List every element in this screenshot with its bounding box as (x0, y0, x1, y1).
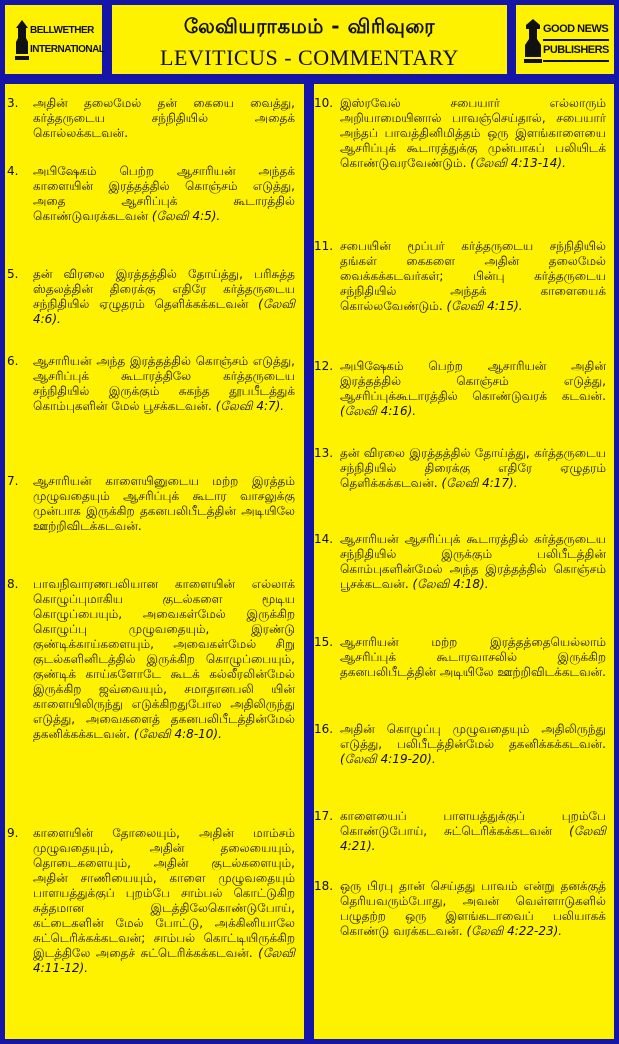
verse-number: 5. (7, 267, 19, 281)
verse-number: 10. (314, 96, 334, 110)
verse-text: தன் விரலை இரத்தத்தில் தோய்த்து, பரிசுத்த ஸ்தலத்தின் திரைக்கு எதிரே கர்த்தருடைய சந்நிதியில் ஏழுதரம் தெளிக்கக்கடவன் (33, 267, 295, 311)
verse-entry (314, 239, 606, 314)
verse-text: ஆசாரியன் மற்ற இரத்தத்தையெல்லாம் ஆசரிப்புக் கூடாரவாசலில் இருக்கிற தகனபலிபீடத்தின் அடியிலே ஊற்றிவிடக்கடவன். (340, 635, 606, 679)
verse-entry (7, 354, 295, 414)
verse-number: 16. (314, 722, 334, 736)
verse-text: இஸ்ரவேல் சபையார் எல்லாரும் அறியாமையினால் பாவஞ்செய்தால், சபையார் அந்தப் பாவத்தினிமித்தம் ஒரு இளங்காளையை ஆசரிப்புக் கூடாரத்துக்கு முன்பாகப் பலியிடக் கொண்டுவரவேண்டும். (340, 96, 606, 170)
verse-number: 13. (314, 446, 334, 460)
verse-text: அதின் கொழுப்பு முழுவதையும் அதிலிருந்து எடுத்து, பலிபீடத்தின்மேல் தகனிக்கக்கடவன். (340, 722, 606, 751)
good-news-logo-text (543, 20, 609, 62)
verse-reference: (லேவி 4:5). (151, 209, 221, 223)
verse-reference: (லேவி 4:13-14). (470, 156, 566, 170)
verse-entry (7, 96, 295, 141)
verse-text: ஆசாரியன் காளையினுடைய மற்ற இரத்தம் முழுவதையும் ஆசரிப்புக் கூடார வாசலுக்கு முன்பாக இருக்கிற தகனபலிபீடத்தின் அடியிலே ஊற்றிவிடக்கடவன். (33, 474, 295, 533)
verse-text: சபையின் மூப்பர் கர்த்தருடைய சந்நிதியில் தங்கள் கைகளை அதின் தலைமேல் வைக்கக்கடவர்கள்; பின்பு கர்த்தருடைய சந்நிதியில் அந்தக் காளையைக் கொல்லவேண்டும். (340, 239, 606, 313)
verse-entry (7, 474, 295, 534)
verse-text: தன் விரலை இரத்தத்தில் தோய்த்து, கர்த்தருடைய சந்நிதியில் திரைக்கு எதிரே ஏழுதரம் தெளிக்கக்கடவன். (340, 446, 606, 490)
verse-reference: (லேவி 4:22-23). (466, 924, 563, 938)
title-english: LEVITICUS - COMMENTARY (160, 45, 459, 70)
verse-number: 12. (314, 359, 334, 373)
verse-reference: (லேவி 4:18). (412, 577, 489, 591)
good-news-icon (524, 19, 542, 63)
verse-number: 8. (7, 577, 19, 591)
title-box (110, 3, 509, 76)
verse-entry (314, 635, 606, 680)
verse-number: 18. (314, 879, 334, 893)
verse-reference: (லேவி 4:19-20). (340, 752, 436, 766)
right-column (312, 82, 616, 1041)
verse-text: ஆசாரியன் அந்த இரத்தத்தில் கொஞ்சம் எடுத்து, ஆசரிப்புக் கூடாரத்திலே கர்த்தருடைய சந்நிதியில் இருக்கும் சுகந்த தூபபீடத்துக் கொம்புகளின் மேல் பூசக்கடவன். (33, 354, 295, 413)
good-news-logo-line2: PUBLISHERS (543, 41, 609, 62)
verse-number: 4. (7, 164, 19, 178)
verse-entry (314, 96, 606, 171)
verse-reference: (லேவி 4:6). (33, 297, 295, 326)
bellwether-logo-box (3, 3, 104, 76)
verse-entry (7, 826, 295, 976)
verse-text: ஆசாரியன் ஆசரிப்புக் கூடாரத்தில் கர்த்தருடைய சந்நிதியில் இருக்கும் பலிபீடத்தின் கொம்புகளின்மேல் அந்த இரத்தத்தில் கொஞ்சம் பூசக்கடவன். (340, 532, 606, 591)
verse-number: 15. (314, 635, 334, 649)
verse-reference: (லேவி 4:17). (441, 476, 518, 490)
verse-entry (314, 532, 606, 592)
bellwether-logo-line2: INTERNATIONAL (30, 44, 105, 55)
good-news-logo-line1: GOOD NEWS (543, 20, 609, 41)
good-news-logo-box (514, 3, 616, 76)
verse-entry (314, 359, 606, 419)
verse-text: அதின் தலைமேல் தன் கையை வைத்து, கர்த்தருடைய சந்நிதியில் அதைக் கொல்லக்கடவன். (33, 96, 295, 140)
verse-reference: (லேவி 4:21). (340, 824, 606, 853)
title-tamil: லேவியராகமம் - விரிவுரை (183, 14, 436, 38)
bellwether-icon (15, 20, 29, 62)
verse-reference: (லேவி 4:15). (446, 299, 523, 313)
left-column (3, 82, 306, 1041)
verse-number: 6. (7, 354, 19, 368)
verse-number: 17. (314, 809, 334, 823)
verse-entry (7, 164, 295, 224)
verse-entry (7, 267, 295, 327)
verse-text: ஒரு பிரபு தான் செய்தது பாவம் என்று தனக்குத் தெரியவரும்போது, அவன் வெள்ளாடுகளில் பழுதற்ற ஒரு இளங்கடாவைப் பலியாகக் கொண்டு வரக்கடவன். (340, 879, 606, 938)
verse-number: 14. (314, 532, 334, 546)
verse-reference: (லேவி 4:11-12). (33, 946, 295, 975)
bellwether-logo-line1: BELLWETHER (30, 25, 94, 36)
verse-reference: (லேவி 4:7). (215, 399, 285, 413)
verse-entry (314, 722, 606, 767)
verse-text: அபிஷேகம் பெற்ற ஆசாரியன் அந்தக் காளையின் இரத்தத்தில் கொஞ்சம் எடுத்து, அதை ஆசரிப்புக் கூடாரத்தில் கொண்டுவரக்கடவன் (33, 164, 295, 223)
verse-text: காளையைப் பாளயத்துக்குப் புறம்பே கொண்டுபோய், சுட்டெரிக்கக்கடவன் (340, 809, 606, 838)
verse-number: 3. (7, 96, 19, 110)
verse-text: காளையின் தோலையும், அதின் மாம்சம் முழுவதையும், அதின் தலையையும், தொடைகளையும், அதின் குடல்களையும், அதின் சாணியையும், காளை முழுவதையும் பாளயத்துக்குப் புறம்பே சாம்பல் கொட்டுகிற சுத்தமான இடத்திலேகொண்டுபோய், கட்டைகளின் மேல் போட்டு, அக்கினியாலே சுட்டெரிக்கக்கடவன்; சாம்பல் கொட்டியிருக்கிற இடத்திலே அதைச் சுட்டெரிக்கக்கடவன். (33, 826, 295, 960)
verse-entry (7, 577, 295, 742)
verse-number: 7. (7, 474, 19, 488)
verse-reference: (லேவி 4:8-10). (133, 727, 222, 741)
verse-number: 11. (314, 239, 334, 253)
verse-entry (314, 809, 606, 854)
bellwether-logo-text (30, 21, 104, 59)
verse-entry (314, 446, 606, 491)
verse-text: அபிஷேகம் பெற்ற ஆசாரியன் அதின் இரத்தத்தில் கொஞ்சம் எடுத்து, ஆசரிப்புக்கூடாரத்தில் கொண்டுவரக் கடவன். (340, 359, 606, 403)
verse-text: பாவநிவாரணபலியான காளையின் எல்லாக் கொழுப்புமாகிய குடல்களை மூடிய கொழுப்பையும், அவைகள்மேல் இருக்கிற கொழுப்பு முழுவதையும், இரண்டு குண்டிக்காய்களையும், அவைகள்மேல் சிறு குடல்களினிடத்தில் இருக்கிற கொழுப்பையும், குண்டிக் காய்களோடே கூடக் கல்லீரலின்மேல் இருக்கிற ஜவ்வையும், சமாதானபலி யின் காளையிலிருந்து எடுக்கிறதுபோல அதிலிருந்து எடுத்து, அவைகளைத் தகனபலிபீடத்தின்மேல் தகனிக்கக்கடவன். (33, 577, 295, 741)
verse-entry (314, 879, 606, 939)
verse-number: 9. (7, 826, 19, 840)
verse-reference: (லேவி 4:16). (340, 404, 417, 418)
